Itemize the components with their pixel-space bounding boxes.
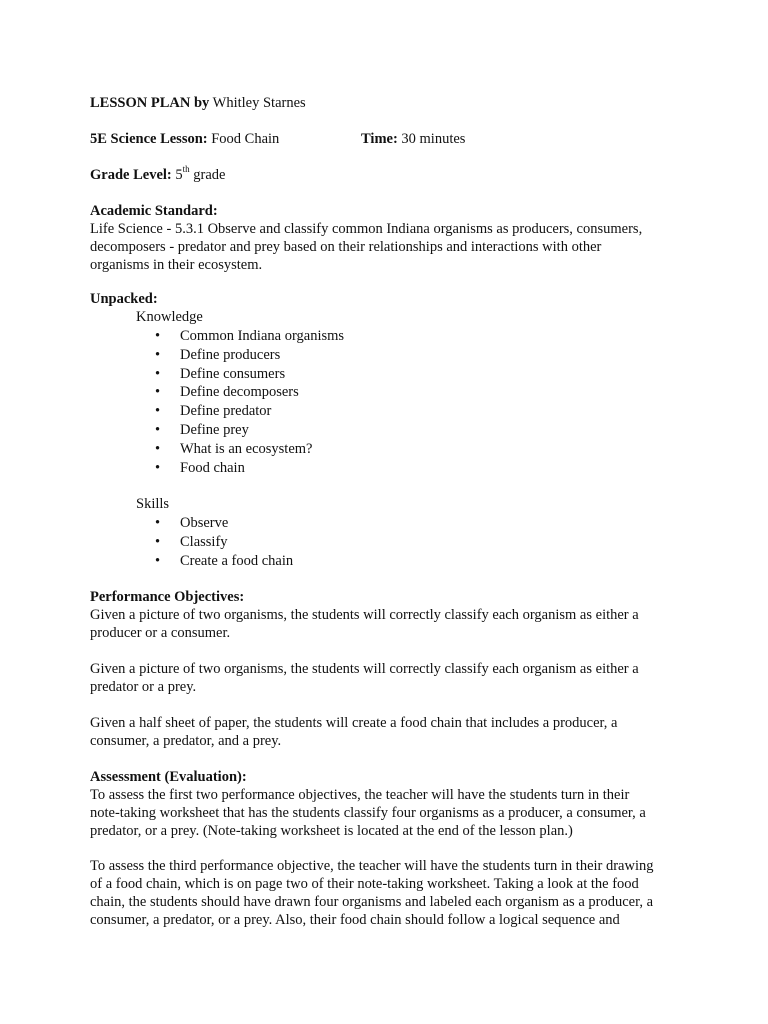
assessment-line: of a food chain, which is on page two of their note-taking worksheet. Taking a look at the food <box>90 876 639 892</box>
lesson-label: 5E Science Lesson: <box>90 131 208 147</box>
lesson-topic: Food Chain <box>211 131 280 147</box>
list-item: • Define decomposers <box>136 383 344 402</box>
academic-standard-heading: Academic Standard: <box>90 203 218 219</box>
unpacked-heading-wrap <box>90 290 690 308</box>
grade-word: grade <box>193 167 226 183</box>
assessment-heading: Assessment (Evaluation): <box>90 769 247 785</box>
assessment-line: To assess the third performance objective, the teacher will have the students turn in their drawing <box>90 858 654 874</box>
assessment-line: predator, or a prey. (Note-taking worksheet is located at the end of the lesson plan.) <box>90 823 573 839</box>
objective-paragraph-2 <box>90 660 690 696</box>
list-item: • Common Indiana organisms <box>136 327 344 346</box>
objective-line: Given a picture of two organisms, the students will correctly classify each organism as either a <box>90 661 639 677</box>
list-item: • Create a food chain <box>136 552 293 571</box>
unpacked-heading: Unpacked: <box>90 291 158 307</box>
grade-level-line <box>90 166 690 184</box>
assessment-line: chain, the students should have drawn four organisms and labeled each organism as a producer, a <box>90 894 654 910</box>
list-item: • Observe <box>136 514 293 533</box>
lesson-plan-title <box>90 94 690 112</box>
list-item: • Define predator <box>136 402 344 421</box>
knowledge-label: Knowledge <box>136 309 203 325</box>
assessment-line: consumer, a predator, or a prey. Also, their food chain should follow a logical sequence and <box>90 912 620 928</box>
standard-line: organisms in their ecosystem. <box>90 257 263 273</box>
grade-suffix: th <box>182 164 190 174</box>
author-name: Whitley Starnes <box>212 95 306 111</box>
objective-paragraph-3 <box>90 714 690 750</box>
time-value: 30 minutes <box>401 131 466 147</box>
objective-line: Given a picture of two organisms, the students will correctly classify each organism as either a <box>90 607 639 623</box>
grade-number: 5 <box>175 167 183 183</box>
assessment-section <box>90 768 690 840</box>
skills-list <box>136 514 293 570</box>
performance-objectives-heading: Performance Objectives: <box>90 589 245 605</box>
skills-label: Skills <box>136 496 170 512</box>
list-item: • Classify <box>136 533 293 552</box>
title-label: LESSON PLAN by <box>90 95 210 111</box>
objective-line: consumer, a predator, and a prey. <box>90 733 282 749</box>
list-item: • Define consumers <box>136 365 344 384</box>
objective-line: predator or a prey. <box>90 679 197 695</box>
list-item: • Food chain <box>136 459 344 478</box>
knowledge-list <box>136 327 344 477</box>
objective-line: producer or a consumer. <box>90 625 231 641</box>
standard-line: Life Science - 5.3.1 Observe and classify common Indiana organisms as producers, consumers, <box>90 221 643 237</box>
list-item: • What is an ecosystem? <box>136 440 344 459</box>
academic-standard-section <box>90 202 690 274</box>
grade-label: Grade Level: <box>90 167 172 183</box>
performance-objectives-section <box>90 588 690 642</box>
assessment-paragraph-2 <box>90 857 690 929</box>
assessment-line: To assess the first two performance objectives, the teacher will have the students turn in their <box>90 787 630 803</box>
objective-line: Given a half sheet of paper, the students will create a food chain that includes a producer, a <box>90 715 618 731</box>
assessment-line: note-taking worksheet that has the students classify four organisms as a producer, a consumer, a <box>90 805 646 821</box>
standard-line: decomposers - predator and prey based on their relationships and interactions with other <box>90 239 602 255</box>
list-item: • Define producers <box>136 346 344 365</box>
list-item: • Define prey <box>136 421 344 440</box>
time-label: Time: <box>361 131 398 147</box>
time-line <box>361 130 465 148</box>
